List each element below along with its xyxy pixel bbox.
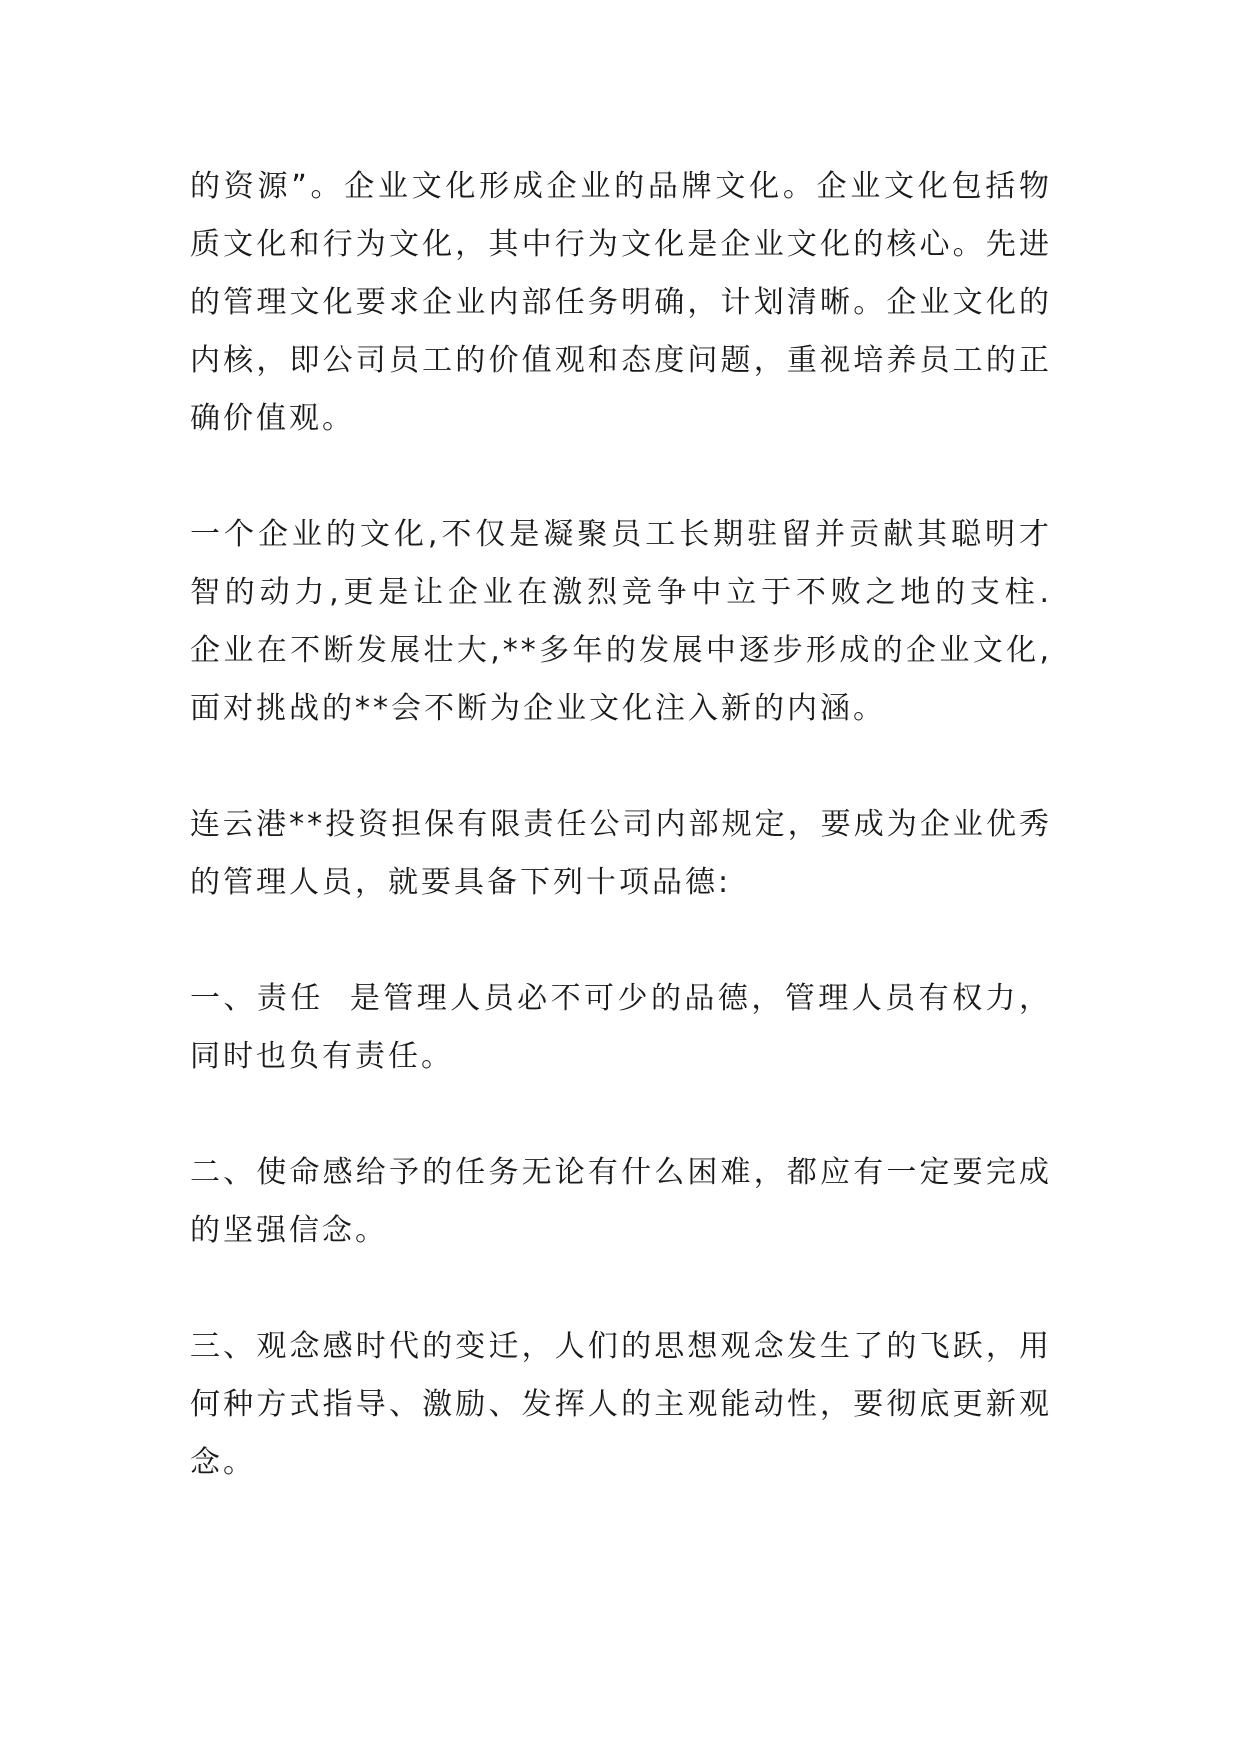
text-line: 的资源”。企业文化形成企业的品牌文化。企业文化包括物: [190, 169, 1052, 204]
paragraph-culture-significance: [190, 506, 1052, 738]
text-line: 的管理文化要求企业内部任务明确，计划清晰。企业文化的: [190, 285, 1052, 320]
paragraph-corporate-culture: [190, 158, 1052, 448]
text-line: 确价值观。: [190, 401, 355, 436]
text-line: 的坚强信念。: [190, 1213, 388, 1248]
document-body: [190, 158, 1052, 1492]
text-line: 面对挑战的**会不断为企业文化注入新的内涵。: [190, 691, 886, 726]
text-line: 企业在不断发展壮大,**多年的发展中逐步形成的企业文化,: [190, 633, 1052, 668]
text-line: 何种方式指导、激励、发挥人的主观能动性，要彻底更新观: [190, 1387, 1052, 1422]
paragraph-internal-rules: [190, 796, 1052, 912]
text-line: 连云港**投资担保有限责任公司内部规定，要成为企业优秀: [190, 807, 1052, 842]
text-line: 的管理人员，就要具备下列十项品德:: [190, 865, 732, 900]
text-line: 念。: [190, 1445, 256, 1480]
text-line: 智的动力,更是让企业在激烈竞争中立于不败之地的支柱.: [190, 575, 1052, 610]
text-line: 一、责任 是管理人员必不可少的品德，管理人员有权力，: [190, 981, 1052, 1016]
text-line: 三、观念感时代的变迁，人们的思想观念发生了的飞跃，用: [190, 1329, 1052, 1364]
paragraph-item-responsibility: [190, 970, 1052, 1086]
text-line: 一个企业的文化,不仅是凝聚员工长期驻留并贡献其聪明才: [190, 517, 1052, 552]
text-line: 内核，即公司员工的价值观和态度问题，重视培养员工的正: [190, 343, 1052, 378]
text-line: 同时也负有责任。: [190, 1039, 454, 1074]
paragraph-item-mission: [190, 1144, 1052, 1260]
text-line: 质文化和行为文化，其中行为文化是企业文化的核心。先进: [190, 227, 1052, 262]
paragraph-item-mindset: [190, 1318, 1052, 1492]
text-line: 二、使命感给予的任务无论有什么困难，都应有一定要完成: [190, 1155, 1052, 1190]
